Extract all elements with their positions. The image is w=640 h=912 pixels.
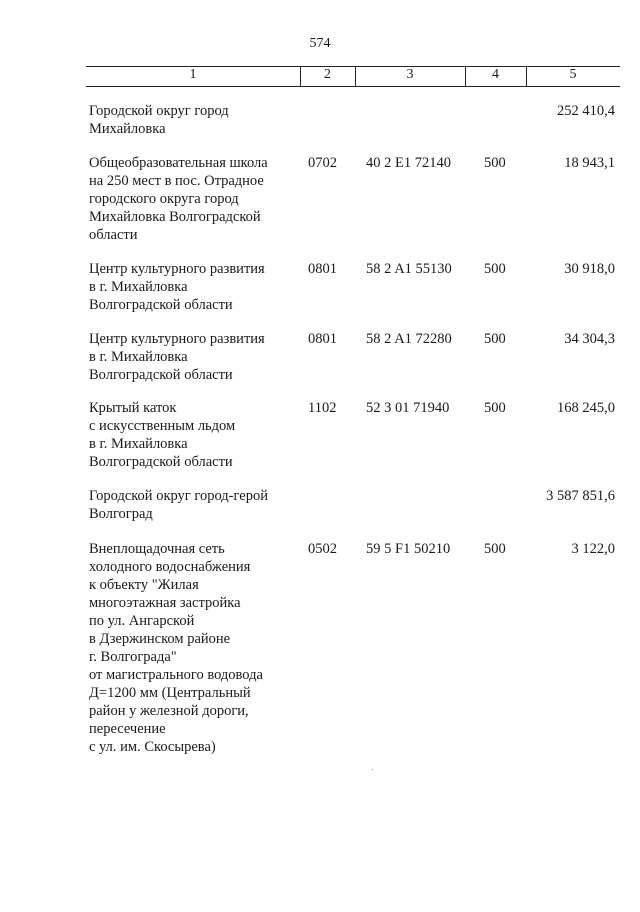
column-header-2: 2 [324,67,331,82]
column-header-4: 4 [492,67,499,82]
row-amount: 168 245,0 [557,400,615,416]
row-amount: 3 122,0 [571,541,615,557]
row-target-code: 58 2 A1 55130 [366,261,452,277]
row-section-code: 0801 [308,331,337,347]
row-target-code: 59 5 F1 50210 [366,541,451,557]
column-header-3: 3 [406,67,414,82]
row-section-code: 1102 [308,400,337,416]
row-name: Городской округ город-герой Волгоград [89,488,268,522]
row-name: Внеплощадочная сеть холодного водоснабжения к объекту "Жилая многоэтажная застройка по ул. Ангарской в Дзержинском районе г. Волгограда" от магистрального водовода Д=1200 мм (Центральный район у железной дороги, пересечение с ул. им. Скосырева) [89,541,263,755]
row-expense-type: 500 [484,400,506,416]
row-expense-type: 500 [484,331,506,347]
row-expense-type: 500 [484,261,506,277]
row-target-code: 40 2 E1 72140 [366,155,451,171]
row-amount: 252 410,4 [557,103,615,119]
row-section-code: 0702 [308,155,337,171]
row-target-code: 58 2 A1 72280 [366,331,452,347]
row-amount: 30 918,0 [564,261,615,277]
row-amount: 18 943,1 [564,155,615,171]
row-target-code: 52 3 01 71940 [366,400,450,416]
row-section-code: 0502 [308,541,337,557]
row-name: Общеобразовательная школа на 250 мест в пос. Отрадное городского округа город Михайловка Волгоградской области [89,155,268,243]
column-header-5: 5 [569,67,577,82]
page-number: 574 [309,36,331,51]
header-bottom-rule [86,86,620,87]
row-section-code: 0801 [308,261,337,277]
row-name: Городской округ город Михайловка [89,103,229,137]
row-name: Центр культурного развития в г. Михайловка Волгоградской области [89,261,265,313]
row-amount: 34 304,3 [564,331,615,347]
row-amount: 3 587 851,6 [546,488,615,504]
row-expense-type: 500 [484,541,506,557]
row-name: Крытый каток с искусственным льдом в г. Михайловка Волгоградской области [89,400,236,470]
row-expense-type: 500 [484,155,506,171]
row-name: Центр культурного развития в г. Михайловка Волгоградской области [89,331,265,383]
column-header-1: 1 [189,67,197,82]
scan-speck [372,769,373,770]
